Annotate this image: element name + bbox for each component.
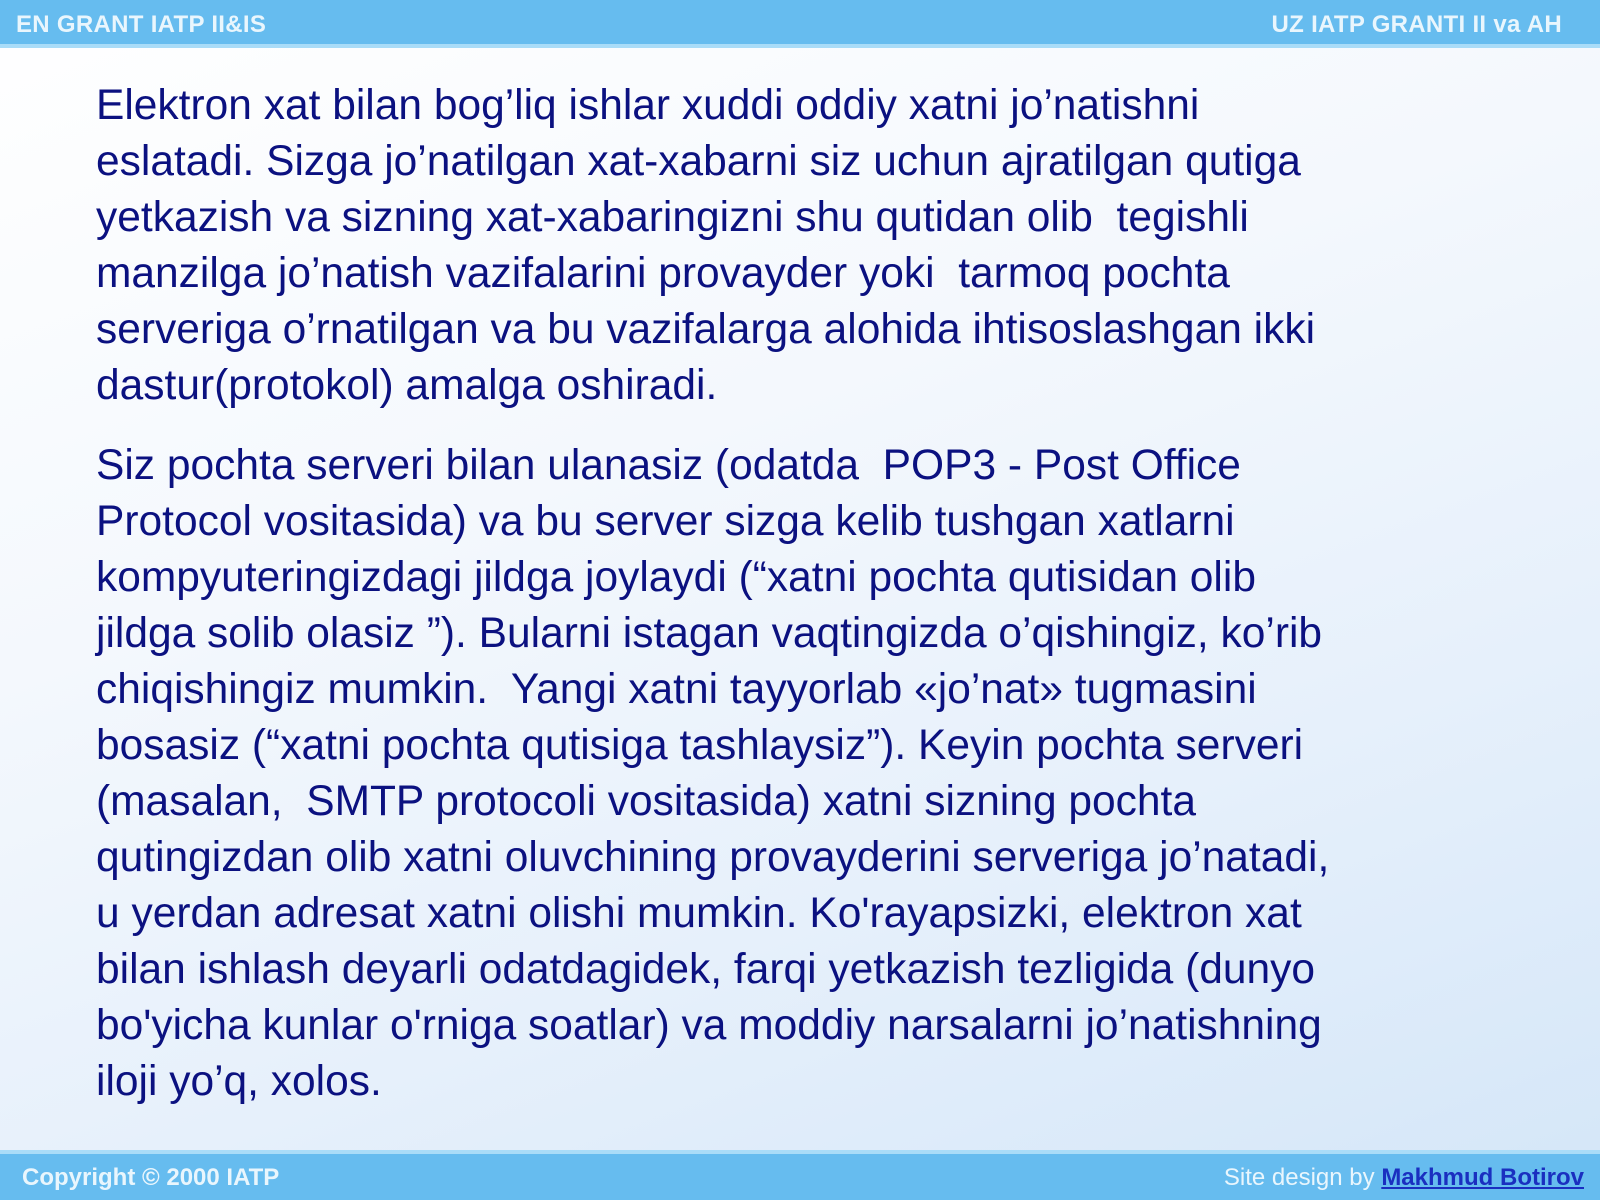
header-bar <box>0 0 1600 48</box>
paragraph-email-overview: Elektron xat bilan bog’liq ishlar xuddi oddiy xatni jo’natishni eslatadi. Sizga jo’natilgan xat-xabarni siz uchun ajratilgan qutiga yetkazish va sizning xat-xabaringizni shu qutidan olib tegishli manzilga jo’natish vazifalarini provayder yoki tarmoq pochta serveriga o’rnatilgan va bu vazifalarga alohida ihtisoslashgan ikki dastur(protokol) amalga oshiradi. <box>96 82 1316 409</box>
copyright-text: Copyright © 2000 IATP <box>22 1164 280 1191</box>
paragraph-pop3-smtp: Siz pochta serveri bilan ulanasiz (odatda POP3 - Post Office Protocol vositasida) va bu server sizga kelib tushgan xatlarni kompyuteringizdagi jildga joylaydi (“xatni pochta qutisidan olib jildga solib olasiz ”). Bularni istagan vaqtingizda o’qishingiz, ko’rib chiqishingiz mumkin. Yangi xatni tayyorlab «jo’nat» tugmasini bosasiz (“xatni pochta qutisiga tashlaysiz”). Keyin pochta serveri (masalan, SMTP protocoli vositasida) xatni sizning pochta qutingizdan olib xatni oluvchining provayderini serveriga jo’natadi, u yerdan adresat xatni olishi mumkin. Ko'rayapsizki, elektron xat bilan ishlash deyarli odatdagidek, farqi yetkazish tezligida (dunyo bo'yicha kunlar o'rniga soatlar) va moddiy narsalarni jo’natishning iloji yo’q, xolos. <box>96 442 1330 1105</box>
designer-link[interactable]: Makhmud Botirov <box>1381 1164 1584 1191</box>
footer-bar <box>0 1150 1600 1200</box>
slide-body <box>96 78 1486 1110</box>
header-left-title: EN GRANT IATP II&IS <box>16 11 267 38</box>
header-right-title: UZ IATP GRANTI II va AH <box>1271 11 1562 38</box>
site-credit <box>1224 1164 1584 1192</box>
credit-prefix: Site design by <box>1223 1164 1382 1191</box>
